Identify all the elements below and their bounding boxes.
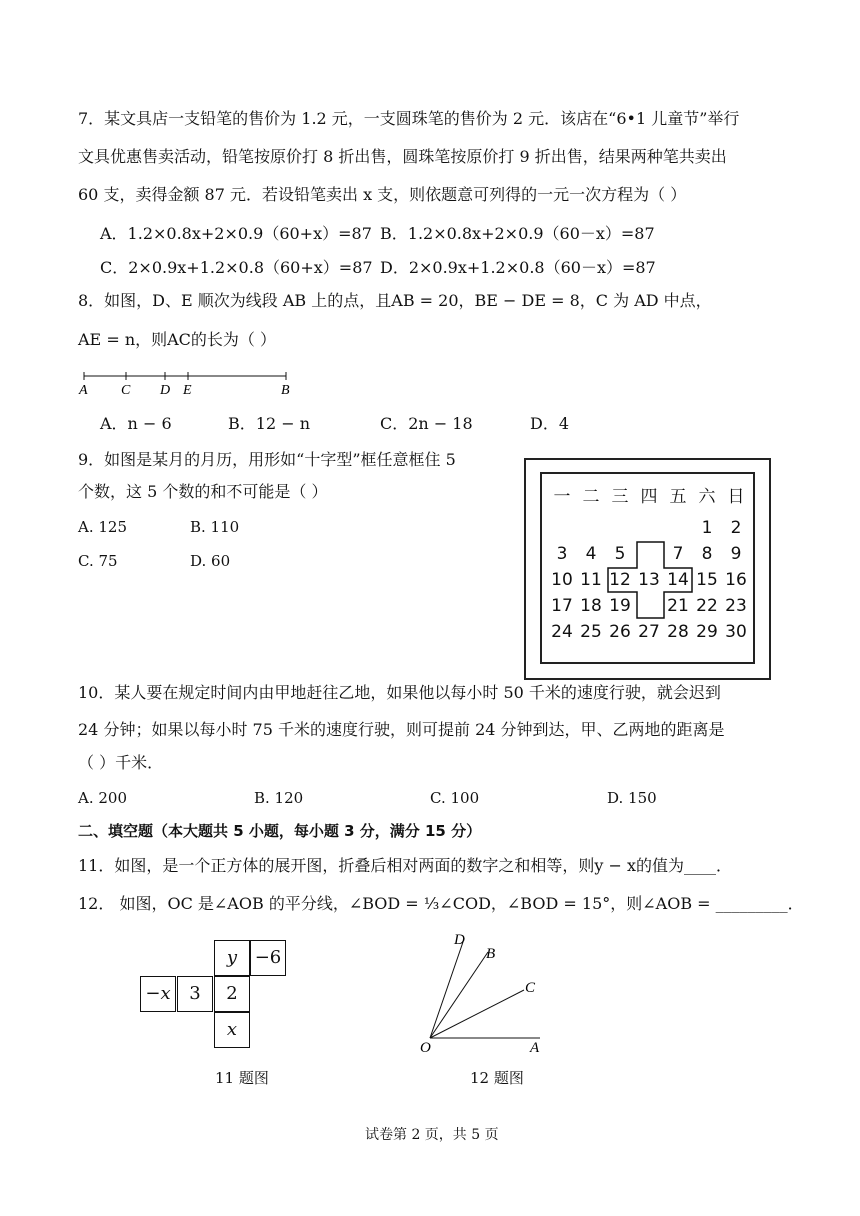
q9-option-a: A. 125 bbox=[78, 518, 127, 536]
cube-net-figure bbox=[140, 940, 290, 1055]
cube-face-x: x bbox=[214, 1012, 250, 1048]
weekday-label: 二 bbox=[582, 487, 600, 507]
point-d-label: D bbox=[160, 383, 171, 398]
calendar-day: 18 bbox=[580, 596, 602, 616]
q10-option-a: A. 200 bbox=[78, 789, 127, 807]
calendar-day: 10 bbox=[551, 570, 573, 590]
q11-text: 11．如图，是一个正方体的展开图，折叠后相对两面的数字之和相等，则y − x的值为____． bbox=[78, 856, 733, 875]
calendar-day: 5 bbox=[614, 544, 626, 564]
ray-label-b: B bbox=[486, 946, 496, 962]
cube-face-negx: −x bbox=[140, 976, 176, 1012]
q8-option-b: B．12 − n bbox=[228, 414, 311, 433]
point-c-label: C bbox=[121, 383, 131, 398]
point-a-label: A bbox=[79, 383, 88, 398]
q10-option-b: B. 120 bbox=[254, 789, 304, 807]
calendar-day: 2 bbox=[730, 518, 742, 538]
calendar-day: 16 bbox=[725, 570, 747, 590]
cube-face-y: y bbox=[214, 940, 250, 976]
calendar-day: 26 bbox=[609, 622, 631, 642]
q10-line2: 24 分钟；如果以每小时 75 千米的速度行驶，则可提前 24 分钟到达，甲、乙两地的距离是 bbox=[78, 720, 725, 739]
weekday-label: 四 bbox=[640, 487, 658, 507]
q9-option-d: D. 60 bbox=[190, 552, 231, 570]
q9-option-b: B. 110 bbox=[190, 518, 240, 536]
ray-label-c: C bbox=[525, 980, 536, 996]
calendar-day: 7 bbox=[672, 544, 684, 564]
calendar-day: 23 bbox=[725, 596, 747, 616]
calendar-day: 25 bbox=[580, 622, 602, 642]
calendar-day: 17 bbox=[551, 596, 573, 616]
weekday-label: 五 bbox=[669, 487, 687, 507]
calendar-day: 13 bbox=[638, 570, 660, 590]
calendar-day: 30 bbox=[725, 622, 747, 642]
calendar-day: 9 bbox=[730, 544, 742, 564]
q7-option-c: C．2×0.9x+1.2×0.8（60+x）=87 bbox=[100, 258, 373, 277]
vertex-label-o: O bbox=[420, 1040, 431, 1056]
q8-line2: AE = n，则AC的长为（ ） bbox=[78, 330, 277, 349]
calendar-day: 19 bbox=[609, 596, 631, 616]
cube-face-2: 2 bbox=[214, 976, 250, 1012]
page-footer: 试卷第 2 页，共 5 页 bbox=[365, 1127, 499, 1143]
q9-line1: 9．如图是某月的月历，用形如“十字型”框任意框住 5 bbox=[78, 450, 456, 469]
calendar-day: 3 bbox=[556, 544, 568, 564]
calendar-day: 11 bbox=[580, 570, 602, 590]
q7-line2: 文具优惠售卖活动，铅笔按原价打 8 折出售，圆珠笔按原价打 9 折出售，结果两种笔共卖出 bbox=[78, 147, 727, 166]
q9-option-c: C. 75 bbox=[78, 552, 118, 570]
cube-face-neg6: −6 bbox=[250, 940, 286, 976]
ray-label-a: A bbox=[530, 1040, 540, 1056]
q9-line2: 个数，这 5 个数的和不可能是（ ） bbox=[78, 482, 328, 501]
q7-option-b: B．1.2×0.8x+2×0.9（60－x）=87 bbox=[380, 224, 655, 243]
section-heading: 二、填空题（本大题共 5 小题，每小题 3 分，满分 15 分） bbox=[78, 822, 482, 840]
q8-option-d: D．4 bbox=[530, 414, 570, 433]
calendar-day: 8 bbox=[701, 544, 713, 564]
q8-option-c: C．2n − 18 bbox=[380, 414, 473, 433]
point-e-label: E bbox=[183, 383, 192, 398]
cross-frame bbox=[542, 474, 757, 664]
weekday-label: 三 bbox=[611, 487, 629, 507]
calendar-day: 21 bbox=[667, 596, 689, 616]
calendar-day: 24 bbox=[551, 622, 573, 642]
calendar-figure bbox=[524, 458, 771, 680]
q10-line1: 10．某人要在规定时间内由甲地赶往乙地，如果他以每小时 50 千米的速度行驶，就会迟到 bbox=[78, 683, 721, 702]
calendar-day: 28 bbox=[667, 622, 689, 642]
figure-caption-11: 11 题图 bbox=[215, 1069, 269, 1087]
q7-line1: 7．某文具店一支铅笔的售价为 1.2 元，一支圆珠笔的售价为 2 元．该店在“6•1 儿童节”举行 bbox=[78, 109, 740, 128]
calendar-inner-frame bbox=[540, 472, 755, 664]
calendar-day: 1 bbox=[701, 518, 713, 538]
q8-segment-diagram bbox=[76, 366, 306, 398]
calendar-day: 29 bbox=[696, 622, 718, 642]
calendar-day: 4 bbox=[585, 544, 597, 564]
figure-caption-12: 12 题图 bbox=[470, 1069, 524, 1087]
q7-option-d: D．2×0.9x+1.2×0.8（60－x）=87 bbox=[380, 258, 656, 277]
q8-option-a: A．n − 6 bbox=[100, 414, 172, 433]
q8-line1: 8．如图，D、E 顺次为线段 AB 上的点，且AB = 20，BE − DE = 8，C 为 AD 中点， bbox=[78, 291, 712, 310]
calendar-day: 15 bbox=[696, 570, 718, 590]
calendar-day: 27 bbox=[638, 622, 660, 642]
q7-line3: 60 支，卖得金额 87 元．若设铅笔卖出 x 支，则依题意可列得的一元一次方程为（ ） bbox=[78, 185, 687, 204]
calendar-day: 12 bbox=[609, 570, 631, 590]
q7-option-a: A．1.2×0.8x+2×0.9（60+x）=87 bbox=[100, 224, 372, 243]
calendar-day: 22 bbox=[696, 596, 718, 616]
weekday-label: 一 bbox=[553, 487, 571, 507]
q12-text: 12． 如图，OC 是∠AOB 的平分线，∠BOD = ⅓∠COD，∠BOD = 15°，则∠AOB = _________． bbox=[78, 894, 804, 913]
ray-label-d: D bbox=[454, 932, 465, 948]
q10-option-d: D. 150 bbox=[607, 789, 657, 807]
cube-face-3: 3 bbox=[177, 976, 213, 1012]
calendar-day: 14 bbox=[667, 570, 689, 590]
weekday-label: 六 bbox=[698, 487, 716, 507]
q10-option-c: C. 100 bbox=[430, 789, 480, 807]
point-b-label: B bbox=[281, 383, 290, 398]
q10-line3: （ ）千米． bbox=[78, 753, 164, 772]
angle-figure bbox=[410, 928, 560, 1058]
weekday-label: 日 bbox=[727, 487, 745, 507]
